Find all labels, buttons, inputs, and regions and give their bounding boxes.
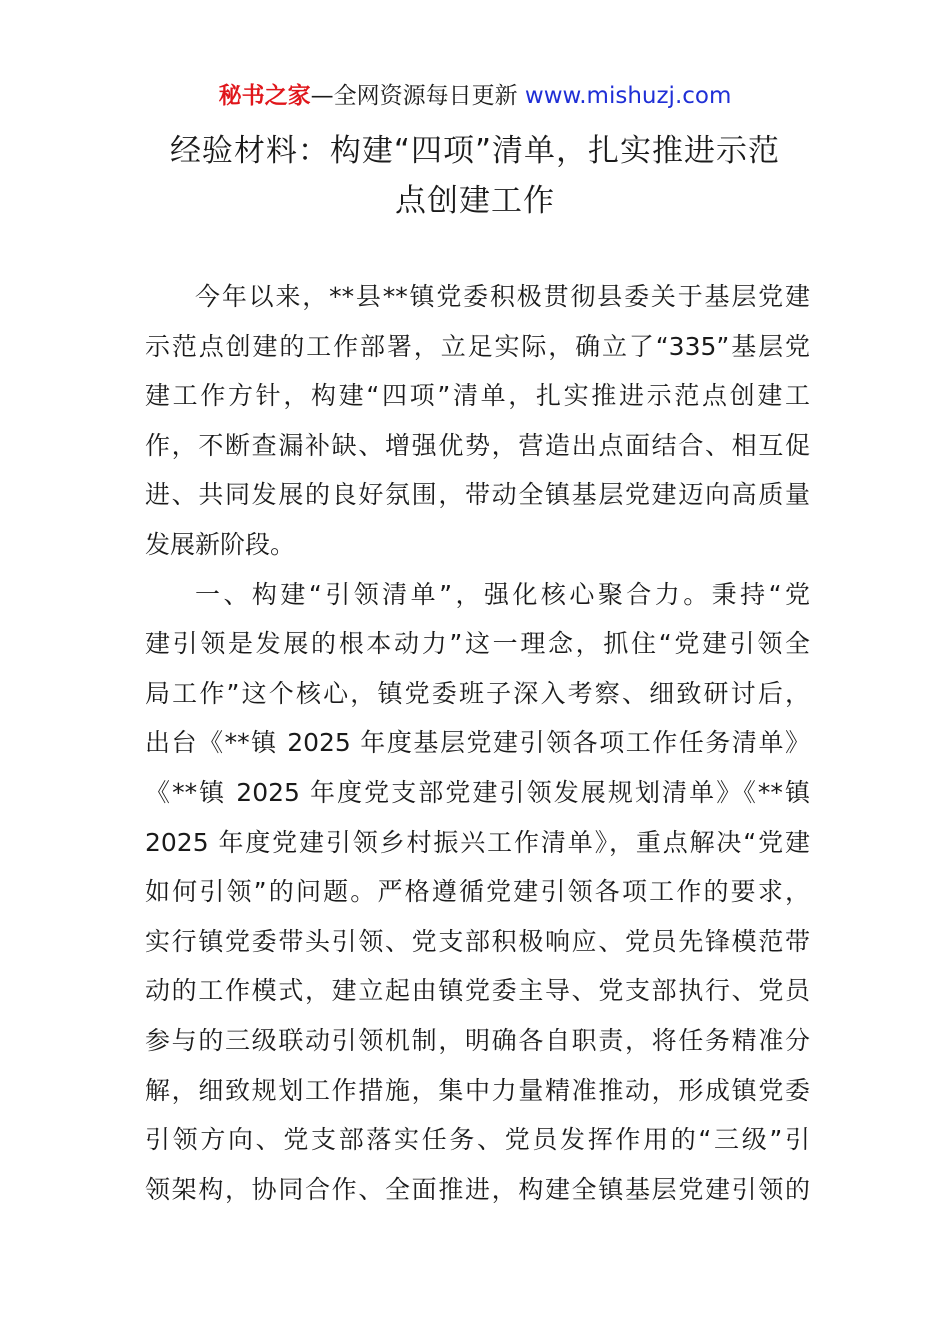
text-line: 出台《**镇 2025 年度基层党建引领各项工作任务清单》 [145,728,810,758]
text-line: 今年以来，**县**镇党委积极贯彻县委关于基层党建 [195,282,810,311]
text-line: 领架构，协同合作、全面推进，构建全镇基层党建引领的 [145,1174,810,1204]
text-line: 作，不断查漏补缺、增强优势，营造出点面结合、相互促 [145,430,810,460]
paragraph-2 [145,570,810,1215]
text-line: 示范点创建的工作部署，立足实际，确立了“335”基层党 [145,331,810,361]
text-line: 建工作方针，构建“四项”清单，扎实推进示范点创建工 [145,381,810,411]
text-line: 解，细致规划工作措施，集中力量精准推动，形成镇党委 [145,1075,810,1105]
text-line: 2025 年度党建引领乡村振兴工作清单》，重点解决“党建 [145,827,810,857]
text-line: 引领方向、党支部落实任务、党员发挥作用的“三级”引 [145,1125,810,1155]
text-line: 发展新阶段。 [145,529,296,559]
site-brand: 秘书之家 [218,83,311,109]
text-line: 动的工作模式，建立起由镇党委主导、党支部执行、党员 [145,976,810,1006]
text-line: 一、构建“引领清单”，强化核心聚合力。秉持“党 [195,579,810,609]
text-line: 建引领是发展的根本动力”这一理念，抓住“党建引领全 [145,629,810,659]
text-line: 进、共同发展的良好氛围，带动全镇基层党建迈向高质量 [145,480,810,510]
text-line: 参与的三级联动引领机制，明确各自职责，将任务精准分 [145,1025,810,1055]
title-line-1: 经验材料：构建“四项”清单，扎实推进示范 [169,133,781,169]
text-line: 如何引领”的问题。严格遵循党建引领各项工作的要求， [145,877,810,907]
document-body [145,272,810,1214]
text-line: 实行镇党委带头引领、党支部积极响应、党员先锋模范带 [145,926,810,956]
site-url-link[interactable]: www.mishuzj.com [524,83,732,109]
document-title [140,126,810,226]
site-header [0,80,950,112]
title-line-2: 点创建工作 [395,183,555,219]
site-tagline: —全网资源每日更新 [310,83,525,109]
text-line: 《**镇 2025 年度党支部党建引领发展规划清单》《**镇 [145,777,810,807]
paragraph-1 [145,272,810,570]
text-line: 局工作”这个核心，镇党委班子深入考察、细致研讨后， [145,678,810,708]
